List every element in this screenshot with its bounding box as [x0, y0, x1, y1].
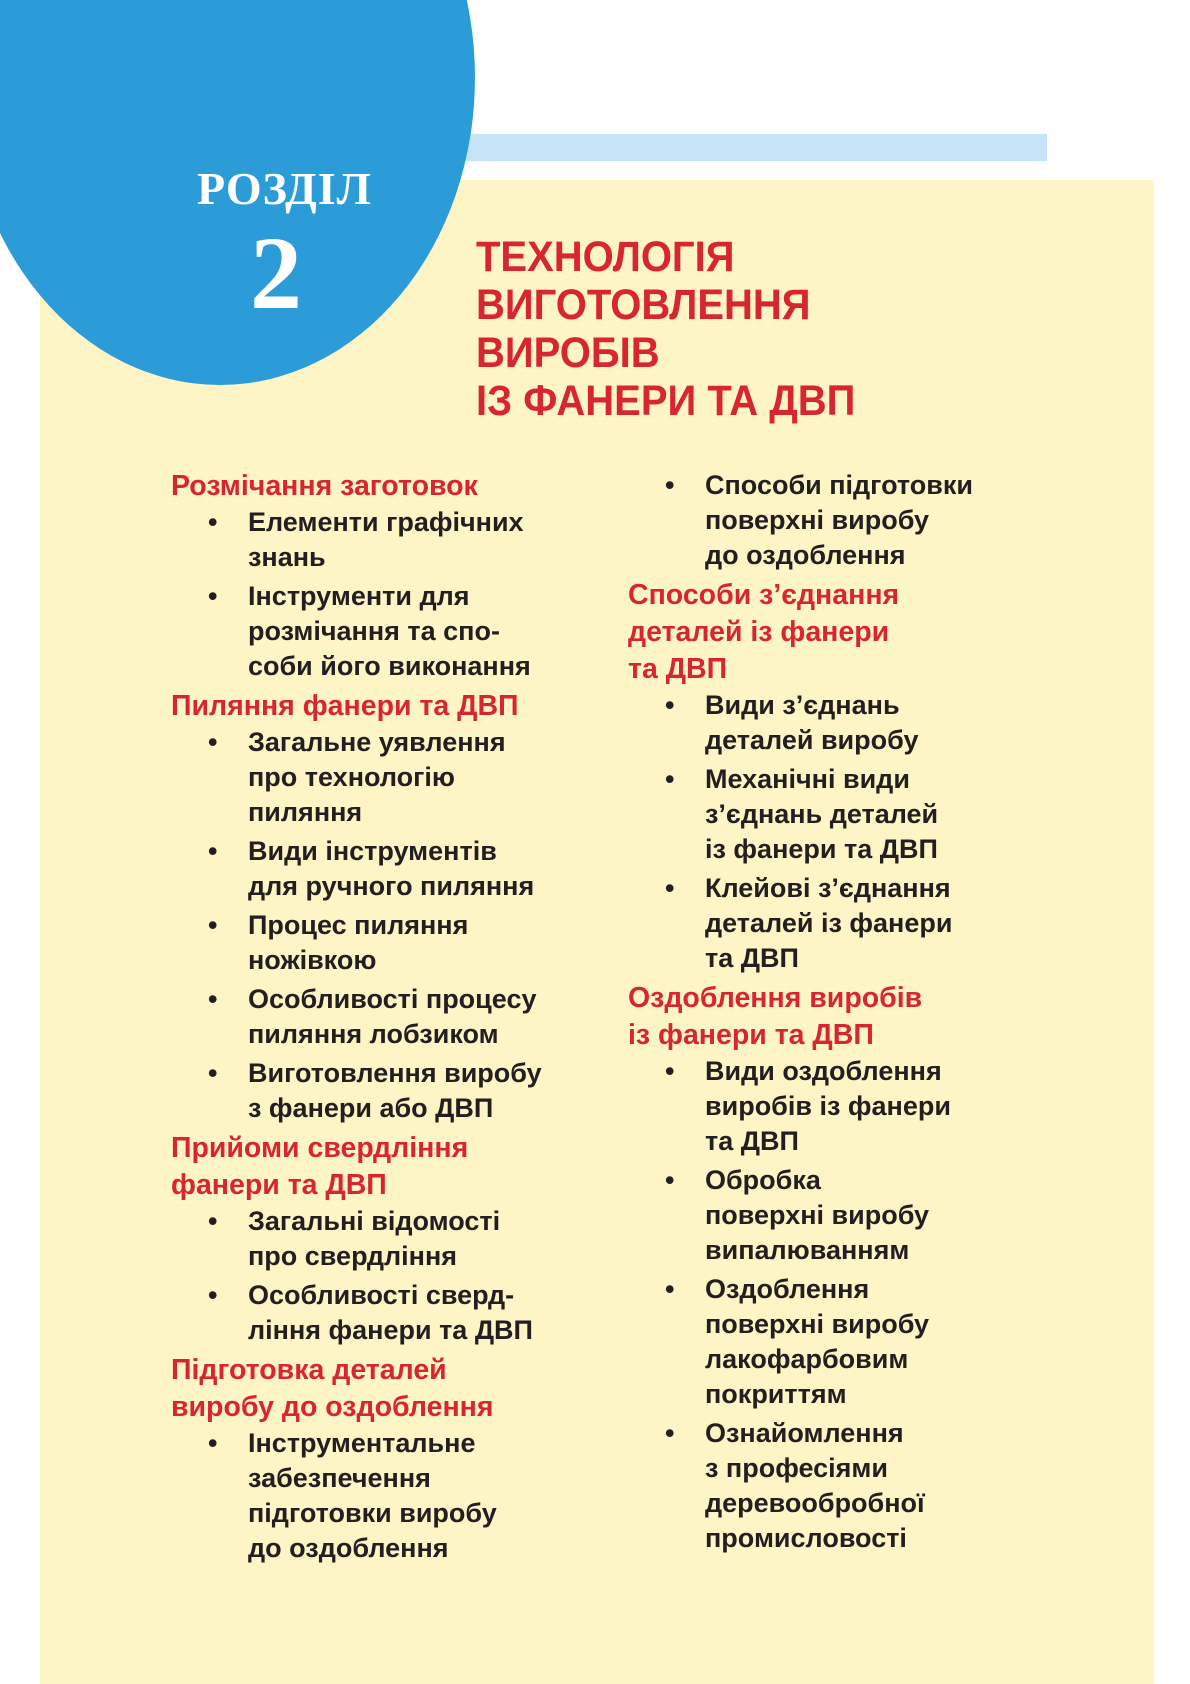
topic-line: деталей із фанери [628, 616, 890, 648]
topic-list [628, 688, 1088, 976]
topic-list [628, 1054, 1088, 1556]
list-item-line: • Види оздоблення [705, 1056, 942, 1086]
left-column [171, 468, 631, 1570]
topic-heading [628, 577, 1088, 688]
list-item-line: розмічання та спо- [248, 616, 500, 646]
list-item-line: знань [248, 542, 326, 572]
list-item-line: • Ознайомлення [705, 1418, 904, 1448]
chapter-title [476, 233, 855, 425]
list-item-line: покриттям [705, 1379, 847, 1409]
list-item-line: деталей із фанери [705, 908, 953, 938]
topic-list [171, 1426, 631, 1566]
list-item-line: промисловості [705, 1523, 907, 1553]
section-number: 2 [250, 216, 302, 331]
list-item-line: • Способи підготовки [705, 470, 973, 500]
list-item-line: з’єднань деталей [705, 799, 939, 829]
list-item-line: з фанери або ДВП [248, 1093, 494, 1123]
list-item-line: виробів із фанери [705, 1091, 951, 1121]
topic-list [171, 1204, 631, 1348]
list-item-line: та ДВП [705, 943, 799, 973]
topic-list [171, 505, 631, 684]
list-item [171, 725, 631, 830]
list-item-line: поверхні виробу [705, 505, 930, 535]
list-item-line: • Види з’єднань [705, 690, 900, 720]
list-item-line: деталей виробу [705, 725, 919, 755]
list-item [171, 1056, 631, 1126]
list-item-line: та ДВП [705, 1126, 799, 1156]
list-item-line: • Загальні відомості [248, 1206, 501, 1236]
list-item-line: пиляння [248, 797, 363, 827]
list-item [628, 871, 1088, 976]
topic-line: Пиляння фанери та ДВП [171, 690, 519, 722]
topic-line: Оздоблення виробів [628, 982, 923, 1014]
list-item-line: поверхні виробу [705, 1200, 930, 1230]
chapter-title-line: ІЗ ФАНЕРИ ТА ДВП [476, 377, 856, 425]
topic-line: із фанери та ДВП [628, 1019, 874, 1051]
list-item-line: • Процес пиляння [248, 910, 469, 940]
list-item-line: поверхні виробу [705, 1309, 930, 1339]
list-item [628, 762, 1088, 867]
list-item-line: до оздоблення [248, 1533, 449, 1563]
topic-line: Прийоми свердління [171, 1132, 469, 1164]
list-item [628, 1163, 1088, 1268]
topic-line: виробу до оздоблення [171, 1391, 494, 1423]
list-item-line: з професіями [705, 1453, 888, 1483]
list-item-line: соби його виконання [248, 651, 531, 681]
list-item-line: • Особливості сверд- [248, 1280, 515, 1310]
topic-line: фанери та ДВП [171, 1169, 387, 1201]
topic-line: та ДВП [628, 653, 728, 685]
list-item-line: ління фанери та ДВП [248, 1315, 533, 1345]
list-item-line: • Елементи графічних [248, 507, 524, 537]
topic-list [628, 468, 1088, 573]
right-column [628, 468, 1088, 1560]
list-item-line: лакофарбовим [705, 1344, 909, 1374]
list-item-line: • Клейові з’єднання [705, 873, 951, 903]
topic-line: Підготовка деталей [171, 1354, 447, 1386]
list-item-line: для ручного пиляння [248, 871, 535, 901]
chapter-title-line: ВИГОТОВЛЕННЯ [476, 281, 811, 329]
section-label: РОЗДІЛ [197, 163, 372, 214]
topic-heading [171, 1130, 631, 1204]
chapter-title-line: ВИРОБІВ [476, 329, 660, 377]
list-item-line: • Види інструментів [248, 836, 497, 866]
list-item-line: • Оздоблення [705, 1274, 870, 1304]
list-item-line: пиляння лобзиком [248, 1019, 499, 1049]
list-item [628, 1416, 1088, 1556]
list-item [171, 1204, 631, 1274]
list-item-line: підготовки виробу [248, 1498, 497, 1528]
list-item-line: про свердління [248, 1241, 458, 1271]
list-item-line: • Загальне уявлення [248, 727, 506, 757]
list-item-line: випалюванням [705, 1235, 910, 1265]
list-item [171, 982, 631, 1052]
chapter-title-line: ТЕХНОЛОГІЯ [476, 233, 735, 281]
topic-heading [628, 980, 1088, 1054]
topic-heading [171, 688, 631, 725]
list-item [171, 834, 631, 904]
list-item-line: • Інструменти для [248, 581, 470, 611]
list-item-line: • Механічні види [705, 764, 910, 794]
list-item-line: забезпечення [248, 1463, 431, 1493]
topic-line: Розмічання заготовок [171, 470, 478, 502]
list-item [628, 688, 1088, 758]
list-item [628, 1272, 1088, 1412]
list-item [171, 908, 631, 978]
list-item [171, 1278, 631, 1348]
list-item-line: • Особливості процесу [248, 984, 537, 1014]
topic-line: Способи з’єднання [628, 579, 900, 611]
list-item [628, 1054, 1088, 1159]
list-item-line: до оздоблення [705, 540, 906, 570]
list-item-line: із фанери та ДВП [705, 834, 938, 864]
list-item [171, 505, 631, 575]
list-item [171, 579, 631, 684]
list-item [171, 1426, 631, 1566]
list-item-line: • Інструментальне [248, 1428, 476, 1458]
topic-heading [171, 468, 631, 505]
list-item-line: про технологію [248, 762, 455, 792]
list-item-line: • Обробка [705, 1165, 821, 1195]
list-item-line: деревообробної [705, 1488, 925, 1518]
list-item [628, 468, 1088, 573]
topic-heading [171, 1352, 631, 1426]
topic-list [171, 725, 631, 1126]
list-item-line: • Виготовлення виробу [248, 1058, 542, 1088]
list-item-line: ножівкою [248, 945, 377, 975]
